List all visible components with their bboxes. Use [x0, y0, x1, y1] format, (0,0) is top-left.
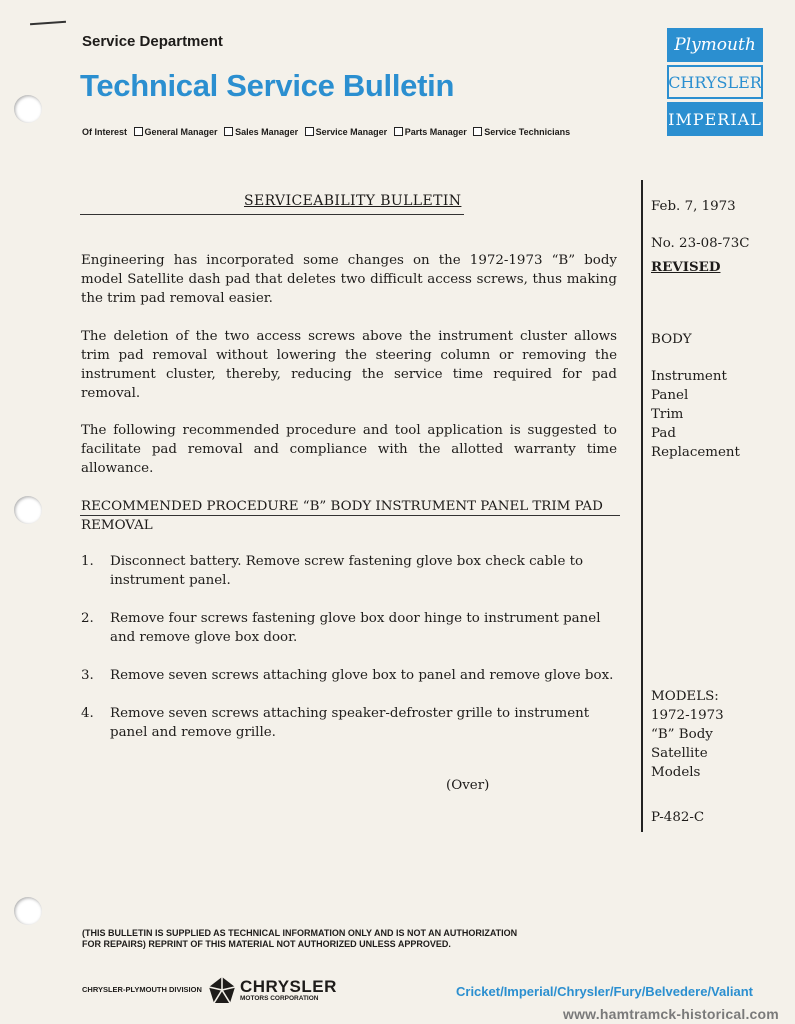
- subject-line: Panel: [651, 388, 689, 403]
- interest-checklist: [82, 127, 570, 137]
- checkbox-icon: [394, 127, 403, 136]
- subject-line: Pad: [651, 426, 676, 441]
- bulletin-title: Technical Service Bulletin: [80, 68, 455, 103]
- corporation-name: CHRYSLER: [240, 977, 337, 996]
- step-number: 2.: [81, 611, 94, 626]
- bulletin-number: No. 23-08-73C: [651, 236, 750, 251]
- subject: [651, 367, 740, 462]
- subject-line: Trim: [651, 407, 684, 422]
- step-number: 4.: [81, 706, 94, 721]
- procedure-heading: RECOMMENDED PROCEDURE “B” BODY INSTRUMENT PANEL TRIM PAD REMOVAL: [81, 499, 603, 533]
- column-divider: [641, 180, 643, 832]
- recipient-service-manager: Service Manager: [305, 127, 388, 137]
- of-interest-label: Of Interest: [82, 127, 128, 137]
- step-text: Disconnect battery. Remove screw fastening glove box check cable to instrument panel.: [110, 554, 584, 588]
- step-number: 1.: [81, 554, 94, 569]
- recipient-general-manager: General Manager: [134, 127, 218, 137]
- models-list: [651, 706, 724, 782]
- recipient-service-technicians: Service Technicians: [473, 127, 570, 137]
- step-text: Remove seven screws attaching glove box to panel and remove glove box.: [110, 668, 614, 683]
- step-number: 3.: [81, 668, 94, 683]
- watermark: www.hamtramck-historical.com: [563, 1006, 779, 1022]
- model-line: Satellite: [651, 746, 708, 761]
- binder-hole-top: [14, 95, 42, 123]
- procedure-step: [81, 552, 617, 590]
- continued-marker: (Over): [446, 778, 490, 793]
- paragraph-intro: Engineering has incorporated some changes on the 1972-1973 “B” body model Satellite dash pad that deletes two difficult access screws, thus making the trim pad removal easier.: [81, 253, 617, 306]
- models-label: MODELS:: [651, 689, 719, 704]
- pen-mark: [30, 21, 66, 26]
- model-line: Models: [651, 765, 701, 780]
- checkbox-icon: [473, 127, 482, 136]
- binder-hole-bottom: [14, 897, 42, 925]
- disclaimer-line: (THIS BULLETIN IS SUPPLIED AS TECHNICAL INFORMATION ONLY AND IS NOT AN AUTHORIZATION: [82, 928, 518, 938]
- bulletin-date: Feb. 7, 1973: [651, 199, 736, 214]
- paragraph-procedure-note: The following recommended procedure and tool application is suggested to facilitate pad removal and compliance with the allotted warranty time allowance.: [81, 423, 617, 476]
- revised-label: REVISED: [651, 259, 721, 275]
- checkbox-icon: [134, 127, 143, 136]
- corporation-subtitle: MOTORS CORPORATION: [240, 995, 319, 1002]
- plymouth-logo: Plymouth: [667, 28, 763, 62]
- department-label: Service Department: [82, 33, 223, 50]
- checkbox-icon: [305, 127, 314, 136]
- paragraph-deletion: The deletion of the two access screws above the instrument cluster allows trim pad removal without lowering the steering column or removing the instrument cluster, thereby, reducing the service time required for pad removal.: [81, 329, 617, 401]
- procedure-step: [81, 704, 617, 742]
- heading-underline: [80, 515, 620, 516]
- publication-number: P-482-C: [651, 810, 705, 825]
- procedure-step: [81, 609, 617, 647]
- model-line: “B” Body: [651, 727, 713, 742]
- binder-hole-middle: [14, 496, 42, 524]
- chrysler-logo: CHRYSLER: [667, 65, 763, 99]
- disclaimer-line: FOR REPAIRS) REPRINT OF THIS MATERIAL NOT AUTHORIZED UNLESS APPROVED.: [82, 939, 451, 949]
- bulletin-type: SERVICEABILITY BULLETIN: [244, 193, 462, 209]
- division-label: CHRYSLER-PLYMOUTH DIVISION: [82, 985, 202, 994]
- divider: [80, 214, 464, 215]
- step-text: Remove seven screws attaching speaker-defroster grille to instrument panel and remove grille.: [110, 706, 590, 740]
- step-text: Remove four screws fastening glove box door hinge to instrument panel and remove glove box door.: [110, 611, 601, 645]
- procedure-step: [81, 666, 617, 685]
- imperial-logo: IMPERIAL: [667, 102, 763, 136]
- recipient-sales-manager: Sales Manager: [224, 127, 298, 137]
- model-line: 1972-1973: [651, 708, 724, 723]
- subject-line: Instrument: [651, 369, 727, 384]
- disclaimer: [82, 928, 622, 950]
- subject-line: Replacement: [651, 445, 740, 460]
- pentastar-icon: [208, 976, 236, 1004]
- group-label: BODY: [651, 332, 692, 347]
- recipient-parts-manager: Parts Manager: [394, 127, 467, 137]
- car-lines: Cricket/Imperial/Chrysler/Fury/Belvedere/Valiant: [456, 984, 753, 999]
- checkbox-icon: [224, 127, 233, 136]
- corporation-logo: [240, 978, 337, 1003]
